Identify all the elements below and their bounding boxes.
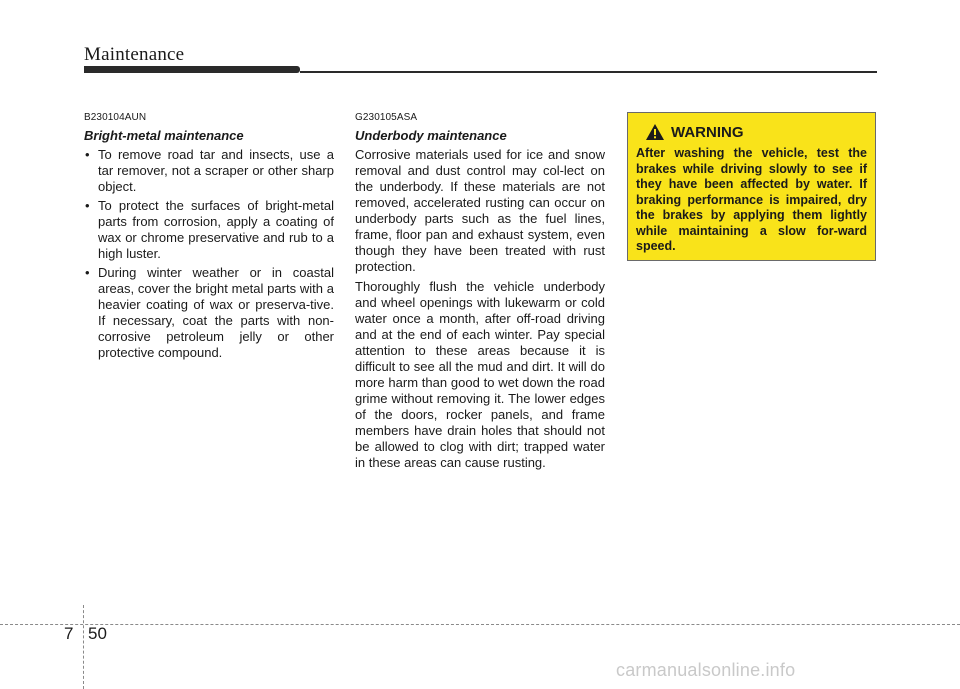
section-code: G230105ASA bbox=[355, 112, 418, 123]
warning-triangle-icon bbox=[645, 123, 665, 141]
chapter-number: 7 bbox=[64, 624, 74, 643]
underbody-section bbox=[355, 112, 605, 475]
page-number: 50 bbox=[88, 624, 107, 643]
header-rule-thick bbox=[84, 66, 300, 73]
footer-divider bbox=[83, 605, 84, 689]
warning-title: WARNING bbox=[671, 123, 744, 141]
watermark: carmanualsonline.info bbox=[616, 660, 796, 680]
section-code: B230104AUN bbox=[84, 112, 147, 123]
warning-box bbox=[627, 112, 876, 261]
paragraph: Thoroughly flush the vehicle underbody and wheel openings with lukewarm or cold water once a month, after off-road driving and at the end of each winter. Pay special attention to these areas because it is difficult to see all the mud and dirt. It will do more harm than good to wet down the road grime without removing it. The lower edges of the doors, rocker panels, and frame members have drain holes that should not be allowed to clog with dirt; trapped water in these areas can cause rusting. bbox=[355, 279, 605, 470]
section-title: Bright-metal maintenance bbox=[84, 128, 244, 143]
header-rule-thin bbox=[300, 71, 877, 73]
list-item: • To protect the surfaces of bright-metal parts from corrosion, apply a coating of wax or chrome preservative and rub to a high luster. bbox=[84, 198, 334, 262]
warning-header bbox=[636, 123, 867, 141]
bright-metal-section bbox=[84, 112, 334, 364]
page-title: Maintenance bbox=[84, 44, 185, 65]
list-item: • To remove road tar and insects, use a tar remover, not a scraper or other sharp object. bbox=[84, 147, 334, 195]
paragraph: Corrosive materials used for ice and snow removal and dust control may col-lect on the underbody. If these materials are not removed, accelerated rusting can occur on underbody parts such as the fuel lines, frame, floor pan and exhaust system, even though they have been treated with rust protection. bbox=[355, 147, 605, 274]
section-title: Underbody maintenance bbox=[355, 128, 507, 143]
bullet-list bbox=[84, 147, 334, 361]
warning-text: After washing the vehicle, test the brakes while driving slowly to see if they have been affected by water. If braking performance is impaired, dry the brakes by applying them lightly while maintaining a slow for-ward speed. bbox=[636, 146, 867, 253]
list-item: • During winter weather or in coastal areas, cover the bright metal parts with a heavier coating of wax or preserva-tive. If necessary, coat the parts with non-corrosive petroleum jelly or other protective compound. bbox=[84, 265, 334, 361]
footer-rule bbox=[0, 624, 960, 625]
